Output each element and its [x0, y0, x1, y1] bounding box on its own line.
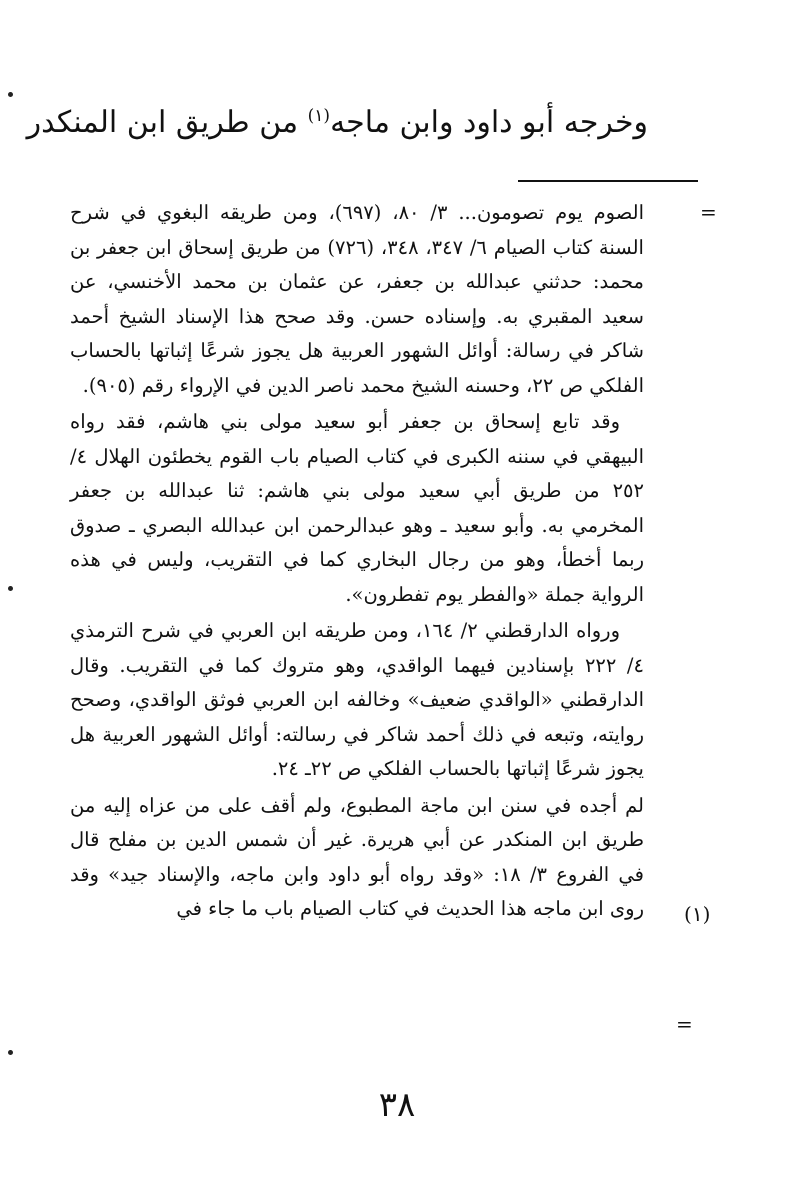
footnote-separator: [518, 180, 698, 182]
margin-dot: [8, 1050, 13, 1055]
page-number: ٣٨: [378, 1085, 416, 1125]
main-text-line: [26, 86, 648, 153]
footnotes-block: [70, 196, 644, 929]
footnote-reference: (١): [307, 106, 331, 126]
main-text-after-ref: من طريق ابن المنكدر: [26, 105, 308, 140]
footnote-1-marker: (١): [684, 902, 711, 926]
footnote-paragraph: الصوم يوم تصومون... ٣/ ٨٠، (٦٩٧)، ومن طريقه البغوي في شرح السنة كتاب الصيام ٦/ ٣٤٧، ٣٤٨، (٧٢٦) من طريق إسحاق ابن جعفر بن محمد: حدثني عبدالله بن جعفر، عن عثمان بن محمد الأخنسي، عن سعيد المقبري به. وإسناده حسن. وقد صحح هذا الإسناد الشيخ أحمد شاكر في رسالة: أوائل الشهور العربية هل يجوز شرعًا إثباتها بالحساب الفلكي ص ٢٢، وحسنه الشيخ محمد ناصر الدين في الإرواء رقم (٩٠٥).: [70, 201, 644, 397]
margin-dot: [8, 92, 13, 97]
main-text-before-ref: وخرجه أبو داود وابن ماجه: [330, 105, 648, 140]
footnote-1-text: لم أجده في سنن ابن ماجة المطبوع، ولم أقف على من عزاه إليه من طريق ابن المنكدر عن أبي هريرة. غير أن شمس الدين بن مفلح قال في الفروع ٣/ ١٨: «وقد رواه أبو داود وابن ماجه، والإسناد جيد» وقد روى ابن ماجه هذا الحديث في كتاب الصيام باب ما جاء في: [70, 793, 644, 920]
margin-dot: [8, 586, 13, 591]
footnote-paragraph: ورواه الدارقطني ٢/ ١٦٤، ومن طريقه ابن العربي في شرح الترمذي ٤/ ٢٢٢ بإسنادين فيهما الواقدي، وهو متروك كما في التقريب. وقال الدارقطني «الواقدي ضعيف» وخالفه ابن العربي فوثق الواقدي، وصحح روايته، وتبعه في ذلك أحمد شاكر في رسالته: أوائل الشهور العربية هل يجوز شرعًا إثباتها بالحساب الفلكي ص ٢٢ـ ٢٤.: [70, 619, 644, 780]
continues-mark: =: [676, 1012, 693, 1036]
footnote-paragraph: وقد تابع إسحاق بن جعفر أبو سعيد مولى بني هاشم، فقد رواه البيهقي في سننه الكبرى في كتاب الصيام باب القوم يخطئون الهلال ٤/ ٢٥٢ من طريق أبي سعيد مولى بني هاشم: ثنا عبدالله بن جعفر المخرمي به. وأبو سعيد ـ وهو عبدالرحمن ابن عبدالله البصري ـ صدوق ربما أخطأ، وهو من رجال البخاري كما في التقريب، وليس في هذه الرواية جملة «والفطر يوم تفطرون».: [70, 410, 644, 606]
continuation-mark: =: [700, 200, 717, 224]
